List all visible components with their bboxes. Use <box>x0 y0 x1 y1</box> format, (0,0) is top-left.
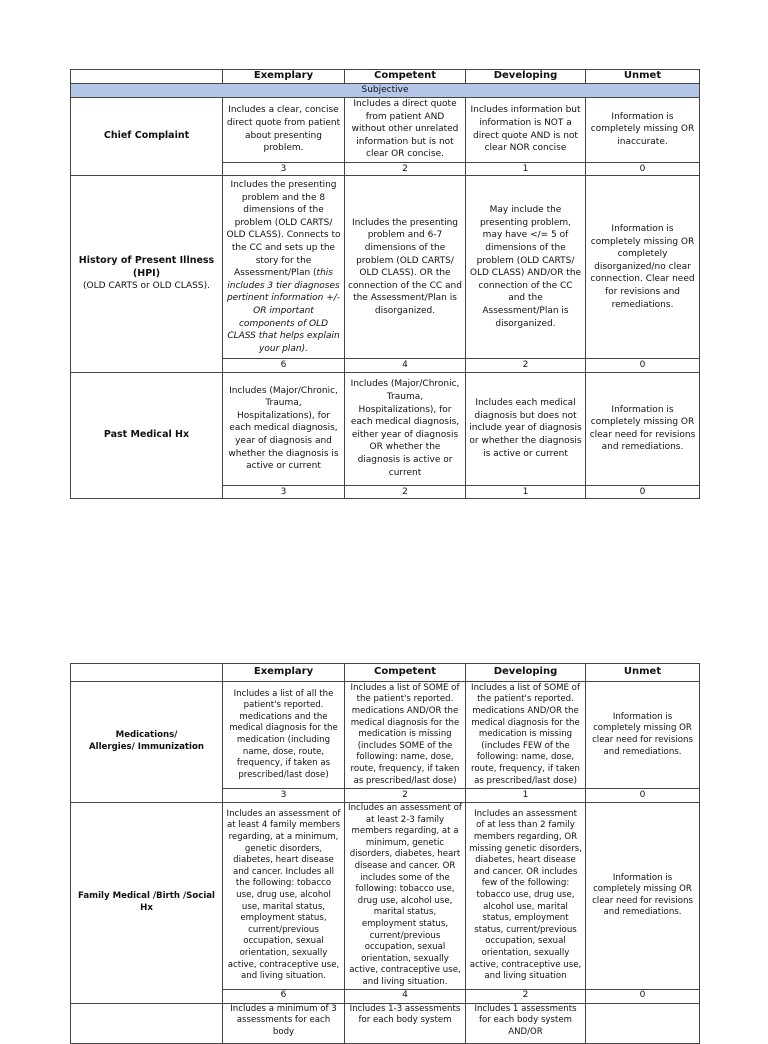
criterion-medications-line2: Allergies/ Immunization <box>89 742 204 752</box>
table-row <box>71 176 700 359</box>
score-exemplary: 3 <box>223 162 345 176</box>
cell-unmet: Information is completely missing OR completely disorganized/no clear connection. Clear need for revisions and remediations. <box>586 176 700 359</box>
cell-exemplary: Includes a clear, concise direct quote from patient about presenting problem. <box>223 97 345 162</box>
cell-competent: Includes an assessment of at least 2-3 family members regarding, at a minimum, genetic disorders, diabetes, heart disease and cancer. OR includes some of the following: tobacco use, drug use, alcohol use, marital status, employment status, current/previous occupation, sexual orientation, sexually active, contraceptive use, and living situation. <box>345 803 466 990</box>
cell-unmet: Information is completely missing OR clear need for revisions and remediations. <box>586 372 700 485</box>
header-competent: Competent <box>345 70 466 84</box>
score-exemplary: 6 <box>223 359 345 373</box>
rubric-table-2 <box>70 663 700 1044</box>
cell-competent: Includes a direct quote from patient AND without other unrelated information but is not clear OR concise. <box>345 97 466 162</box>
table-row <box>71 1003 700 1043</box>
criterion-past-medical-hx: Past Medical Hx <box>71 372 223 499</box>
score-competent: 4 <box>345 989 466 1003</box>
table-row <box>71 97 700 162</box>
score-developing: 2 <box>466 989 586 1003</box>
criterion-hpi-subtitle: (OLD CARTS or OLD CLASS). <box>83 281 210 292</box>
cell-developing: May include the presenting problem, may have </= 5 of dimensions of the problem (OLD CARTS/ OLD CLASS) AND/OR the connection of the CC and the Assessment/Plan is disorganized. <box>466 176 586 359</box>
score-exemplary: 3 <box>223 789 345 803</box>
cell-unmet: Information is completely missing OR inaccurate. <box>586 97 700 162</box>
header-blank <box>71 70 223 84</box>
cell-exemplary <box>223 176 345 359</box>
cell-unmet: Information is completely missing OR clear need for revisions and remediations. <box>586 682 700 789</box>
header-row <box>71 70 700 84</box>
criterion-family-social-hx: Family Medical /Birth /Social Hx <box>71 803 223 1004</box>
criterion-medications-line1: Medications/ <box>115 730 178 741</box>
score-unmet: 0 <box>586 485 700 499</box>
criterion-hpi <box>71 176 223 373</box>
cell-exemplary-text: Includes the presenting problem and the 8 dimensions of the problem (OLD CARTS/ OLD CLASS). Connects to the CC and sets up the story for the Assessment/Plan ( <box>226 180 341 279</box>
header-developing: Developing <box>466 664 586 682</box>
criterion-partial <box>71 1003 223 1043</box>
header-competent: Competent <box>345 664 466 682</box>
header-blank <box>71 664 223 682</box>
score-exemplary: 6 <box>223 989 345 1003</box>
criterion-hpi-title: History of Present Illness (HPI) <box>78 255 215 279</box>
cell-developing: Includes an assessment of at less than 2 family members regarding, OR missing genetic disorders, diabetes, heart disease and cancer. OR includes few of the following: tobacco use, drug use, alcohol use, marital status, employment status, current/previous occupation, sexual orientation, sexually active, contraceptive use, and living situation <box>466 803 586 990</box>
cell-exemplary: Includes a list of all the patient's reported. medications and the medical diagnosis for the medication (including name, dose, route, frequency, if taken as prescribed/last dose) <box>223 682 345 789</box>
score-competent: 2 <box>345 162 466 176</box>
section-band-subjective: Subjective <box>71 84 700 98</box>
header-unmet: Unmet <box>586 664 700 682</box>
cell-exemplary-italic: this includes 3 tier diagnoses pertinent information +/- OR important components of OLD CLASS that helps explain your plan). <box>226 268 341 354</box>
score-competent: 2 <box>345 485 466 499</box>
cell-developing: Includes each medical diagnosis but does not include year of diagnosis or whether the diagnosis is active or current <box>466 372 586 485</box>
score-unmet: 0 <box>586 789 700 803</box>
score-unmet: 0 <box>586 989 700 1003</box>
cell-developing: Includes 1 assessments for each body system AND/OR <box>466 1003 586 1043</box>
cell-developing: Includes a list of SOME of the patient's reported. medications AND/OR the medical diagnosis for the medication is missing (includes FEW of the following: name, dose, route, frequency, if taken as prescribed/last dose) <box>466 682 586 789</box>
score-developing: 1 <box>466 789 586 803</box>
cell-competent: Includes 1-3 assessments for each body system <box>345 1003 466 1043</box>
table-row <box>71 682 700 789</box>
score-unmet: 0 <box>586 162 700 176</box>
header-exemplary: Exemplary <box>223 664 345 682</box>
cell-competent: Includes (Major/Chronic, Trauma, Hospitalizations), for each medical diagnosis, either year of diagnosis OR whether the diagnosis is active or current <box>345 372 466 485</box>
cell-unmet: Information is completely missing OR clear need for revisions and remediations. <box>586 803 700 990</box>
cell-exemplary: Includes an assessment of at least 4 family members regarding, at a minimum, genetic disorders, diabetes, heart disease and cancer. Includes all the following: tobacco use, drug use, alcohol use, marital status, employment status, current/previous occupation, sexual orientation, sexually active, contraceptive use, and living situation. <box>223 803 345 990</box>
score-developing: 2 <box>466 359 586 373</box>
cell-competent: Includes the presenting problem and 6-7 dimensions of the problem (OLD CARTS/ OLD CLASS). OR the connection of the CC and the Assessment/Plan is disorganized. <box>345 176 466 359</box>
section-band-row <box>71 84 700 98</box>
criterion-medications <box>71 682 223 803</box>
rubric-table-1 <box>70 69 700 499</box>
score-developing: 1 <box>466 162 586 176</box>
criterion-chief-complaint: Chief Complaint <box>71 97 223 176</box>
score-exemplary: 3 <box>223 485 345 499</box>
score-developing: 1 <box>466 485 586 499</box>
table-row <box>71 372 700 485</box>
cell-exemplary: Includes a minimum of 3 assessments for each body <box>223 1003 345 1043</box>
header-row <box>71 664 700 682</box>
cell-unmet <box>586 1003 700 1043</box>
cell-exemplary: Includes (Major/Chronic, Trauma, Hospitalizations), for each medical diagnosis, year of diagnosis and whether the diagnosis is active or current <box>223 372 345 485</box>
cell-competent: Includes a list of SOME of the patient's reported. medications AND/OR the medical diagnosis for the medication is missing (includes SOME of the following: name, dose, route, frequency, if taken as prescribed/last dose) <box>345 682 466 789</box>
header-unmet: Unmet <box>586 70 700 84</box>
score-competent: 4 <box>345 359 466 373</box>
cell-developing: Includes information but information is NOT a direct quote AND is not clear NOR concise <box>466 97 586 162</box>
table-row <box>71 803 700 990</box>
header-exemplary: Exemplary <box>223 70 345 84</box>
header-developing: Developing <box>466 70 586 84</box>
score-unmet: 0 <box>586 359 700 373</box>
score-competent: 2 <box>345 789 466 803</box>
